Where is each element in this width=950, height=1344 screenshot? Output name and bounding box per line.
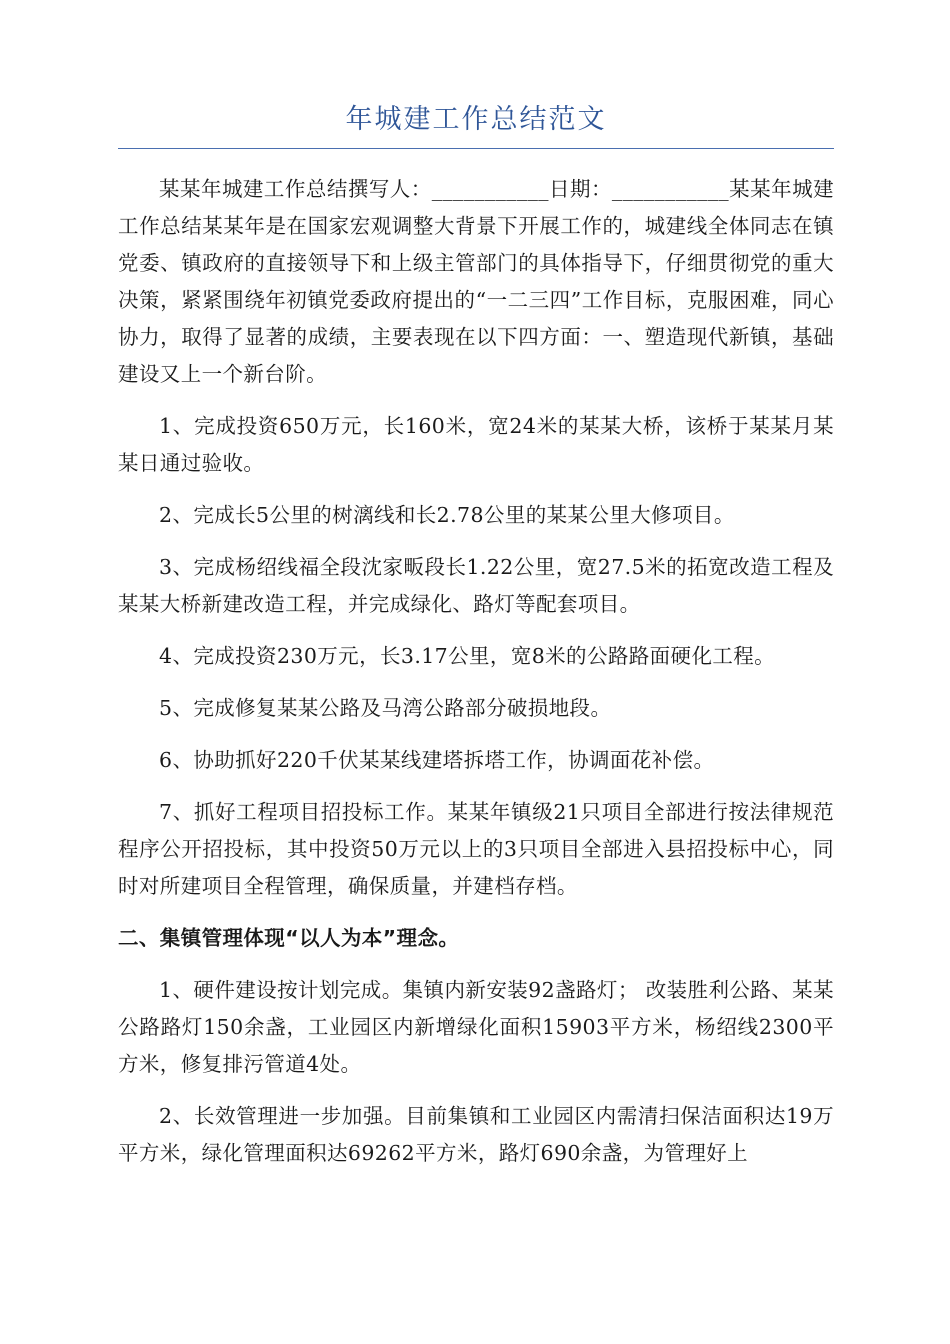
- item-paragraph-5: 5、完成修复某某公路及马湾公路部分破损地段。: [159, 696, 612, 720]
- item-paragraph-2: 2、完成长5公里的树漓线和长2.78公里的某某公里大修项目。: [159, 503, 735, 527]
- item-paragraph-7: 7、抓好工程项目招投标工作。某某年镇级21只项目全部进行按法律规范程序公开招投标，其中投资50万元以上的3只项目全部进入县招投标中心，同时对所建项目全程管理，确保质量，并建档存档。: [118, 800, 834, 898]
- section2-paragraph-2: 2、长效管理进一步加强。目前集镇和工业园区内需清扫保洁面积达19万平方米，绿化管理面积达69262平方米，路灯690余盏，为管理好上: [118, 1104, 834, 1165]
- item-paragraph-3: 3、完成杨绍线福全段沈家畈段长1.22公里，宽27.5米的拓宽改造工程及某某大桥新建改造工程，并完成绿化、路灯等配套项目。: [118, 555, 834, 616]
- title-underline: [118, 148, 834, 149]
- section2-paragraph-1: 1、硬件建设按计划完成。集镇内新安装92盏路灯； 改装胜利公路、某某公路路灯150余盏，工业园区内新增绿化面积15903平方米，杨绍线2300平方米，修复排污管道4处。: [118, 978, 834, 1076]
- document-title: 年城建工作总结范文: [345, 104, 607, 135]
- intro-paragraph: 某某年城建工作总结撰写人：___________日期：___________某某年城建工作总结某某年是在国家宏观调整大背景下开展工作的，城建线全体同志在镇党委、镇政府的直接领导下和上级主管部门的具体指导下，仔细贯彻党的重大决策，紧紧围绕年初镇党委政府提出的“一二三四”工作目标，克服困难，同心协力，取得了显著的成绩，主要表现在以下四方面：一、塑造现代新镇，基础建设又上一个新台阶。: [118, 177, 834, 386]
- item-paragraph-4: 4、完成投资230万元，长3.17公里，宽8米的公路路面硬化工程。: [159, 644, 776, 668]
- item-paragraph-6: 6、协助抓好220千伏某某线建塔拆塔工作，协调面花补偿。: [159, 748, 715, 772]
- item-paragraph-1: 1、完成投资650万元，长160米，宽24米的某某大桥，该桥于某某月某某日通过验收。: [118, 414, 834, 475]
- document-page: [118, 100, 834, 1187]
- section-heading-2: 二、集镇管理体现“以人为本”理念。: [118, 926, 460, 950]
